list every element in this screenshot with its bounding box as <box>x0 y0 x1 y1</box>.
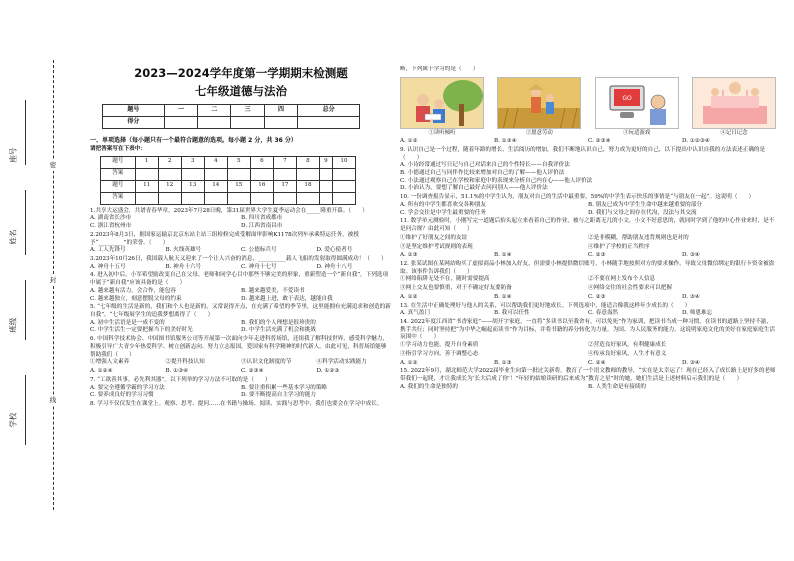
question-stem: 12. 张某试图在某网站购买了虚拟商品小林加入好友，但需要小林提供微信账号，小林随手地按照对方的要求操作，导致父母微信绑定的银行卡资金被盗取。该事件告诉我们（ ） <box>400 260 775 275</box>
exam-title: 2023—2024学年度第一学期期末检测题 <box>134 66 348 80</box>
options-row <box>400 342 776 350</box>
question-stem: 14. 2022年度江西省“书香家庭”——胡开宇家庭，一直将“多读书以至我舍有，可以免死”作为家训，把读书当成一种习惯，在读书的道路上坚持不渝，携手共行；同时坚持把“为中华之崛起而读书”作为目标，并将书籍的养分转化为力量。为国、为人民服务的能力。这说明家庭文化的美好在家庭家庭生活氛围中（ ） <box>400 318 775 341</box>
answer-option: C. 中学生活生一定要把握当下的美好时光 <box>90 327 193 334</box>
answer-cell[interactable] <box>181 192 204 204</box>
answer-option: D. ③④ <box>682 359 700 366</box>
question-stem: 7. “工欲善其事，必先利其器”。以下列举的学习方法不可取的是（ ） <box>90 376 271 383</box>
answer-table-cell: 8 <box>296 156 319 168</box>
seal-char-xian: 线 <box>47 395 59 406</box>
question-block <box>400 368 776 391</box>
question-block <box>400 218 776 233</box>
answer-option: A. 真气盈门 <box>400 310 430 317</box>
question-block <box>400 194 776 217</box>
answer-option: C. 公德标兵号 <box>241 247 277 254</box>
answer-cell[interactable] <box>296 192 319 204</box>
section1-instruction: 请把答案写在下表中： <box>90 145 146 152</box>
answer-option: A. 我们的生命是独特的 <box>400 383 458 390</box>
answer-table-cell: 13 <box>181 180 204 192</box>
answer-cell[interactable] <box>319 168 332 180</box>
name-blank[interactable] <box>25 190 26 255</box>
answer-table-cell: 12 <box>158 180 181 192</box>
score-input-cell[interactable] <box>264 116 297 128</box>
score-cell: 总分 <box>298 104 360 116</box>
answer-option: B. 朋友已成为中学生生命中越来越重要的部分 <box>588 201 702 208</box>
answer-table-cell: 7 <box>273 156 296 168</box>
answer-option: C. 越来越独立，刻意摆脱父母的约束 <box>90 295 182 302</box>
answer-option: A. ①② <box>400 138 418 145</box>
picture-caption: ③玩适游戏 <box>623 129 651 136</box>
answer-option: B. 越来越爱美，不爱读书 <box>241 287 305 294</box>
answer-option: D. 要不断提高自主学习的能力 <box>241 392 316 399</box>
score-input-cell[interactable] <box>198 116 231 128</box>
score-cell: 得分 <box>103 116 165 128</box>
options-row <box>400 276 776 284</box>
answer-option: ③认识文化制度的节 <box>241 359 292 366</box>
answer-option: C. 浙江省杭州市 <box>90 223 132 230</box>
question-block <box>400 147 776 193</box>
answer-cell[interactable] <box>273 192 296 204</box>
answer-table-cell <box>319 180 332 192</box>
answer-cell[interactable] <box>250 168 273 180</box>
answer-table-cell: 2 <box>158 156 181 168</box>
name-label: 姓名 <box>8 229 18 245</box>
answer-option: ②营造良好家风，有利健康成长 <box>588 342 667 349</box>
picture-reading <box>400 77 484 129</box>
answer-option: ①学习动力也能，提升自身素质 <box>400 342 479 349</box>
question-block <box>400 360 776 368</box>
answer-cell[interactable] <box>227 168 250 180</box>
class-blank[interactable] <box>25 280 26 340</box>
answer-option: C. 要养成良好的学习习惯 <box>90 392 154 399</box>
answer-option: B. 神舟十六号 <box>165 263 202 270</box>
options-row <box>400 244 776 252</box>
answer-table-cell: 16 <box>250 180 273 192</box>
question-block <box>400 261 776 284</box>
picture-row <box>400 77 776 129</box>
answer-option: B. ①④ <box>494 293 512 300</box>
answer-option: B. ①③④ <box>165 368 189 375</box>
q8-continuation: 断，下列属于学习的是（ ） <box>400 66 479 72</box>
answer-table-cell <box>332 180 355 192</box>
seal-char-feng: 封 <box>47 275 59 286</box>
question-stem: 8. 学习不仅仅发生在课堂上。观察、思考、提问……在书籍与操场、阅读、实践与思考中，我们也要会在学习中成长。 <box>90 400 383 407</box>
options-row <box>400 138 776 146</box>
answer-option: B. 四川省成都市 <box>241 215 283 222</box>
answer-option: D. 中学生活充满了机会和挑战 <box>241 327 316 334</box>
answer-option: ②是非模糊，帮助朋友违背规则也是对的 <box>588 234 689 241</box>
score-input-cell[interactable] <box>164 116 197 128</box>
question-block <box>90 232 392 255</box>
question-stem: 15. 2022年9月，湖北师范大学2022届毕业生向第一批过关新将，教育了一个语文教师的教导，“实在是太幸运了！现在已经入了成长路上是好多的老师带我们一起爬，才让我成长为‘长大后成了你’！”年轻的姑娘读研的后来成为“教育之星”时的她，她们生活是上述材料启示我们的是（ ） <box>400 368 776 383</box>
seat-label: 座号 <box>8 147 18 163</box>
answer-table-cell: 题号 <box>101 156 136 168</box>
answer-table-cell: 18 <box>296 180 319 192</box>
answer-cell[interactable] <box>332 192 355 204</box>
options-row <box>90 264 392 272</box>
answer-option: C. 神舟十七号 <box>241 263 277 270</box>
question-stem: 3.2023年10月26日，我国载人航天又迎来了一个让人兴奋的消息，__________载人飞船的发射取得圆满成功！（ ） <box>90 256 387 263</box>
answer-option: ②不要在网上发布个人信息 <box>588 276 656 283</box>
question-stem: 11. 数学单元测验时，小刚写完一道题后抬头起立来看着自己的作业，被与之距离无几的小文，小文不好意思的，就同时学到了他的中心作业来时，是不是问合规？由此可知（ ） <box>400 218 775 233</box>
question-block <box>90 377 392 400</box>
answer-option: D. ③④ <box>682 293 700 300</box>
answer-cell[interactable] <box>135 168 158 180</box>
score-table <box>102 104 360 129</box>
answer-option: C. ②④ <box>588 359 606 366</box>
answer-cell[interactable] <box>250 192 273 204</box>
answer-option: C. ②③④ <box>588 138 611 145</box>
options-row <box>90 215 392 230</box>
answer-table-cell: 17 <box>273 180 296 192</box>
options-row <box>400 294 776 302</box>
question-block <box>90 368 392 376</box>
score-cell: 四 <box>264 104 297 116</box>
options-row <box>400 235 776 243</box>
options-row <box>400 252 776 260</box>
class-label: 班级 <box>8 317 18 333</box>
question-stem: 4. 进入初中后，小军希望励改变自己在父母、老师和同学心目中那些不够完美的形象，重新塑造一个“新自我”。下列选项中属于“新自我”应该具备的是（ ） <box>90 272 389 287</box>
seal-char-mi: 密 <box>47 160 59 171</box>
answer-option: A. 湖南省长沙市 <box>90 215 132 222</box>
answer-option: B. 火线英雄号 <box>165 247 202 254</box>
question-stem: 6. 中国科学技术协会、中国图书馆服务公司等开展第一次面向少年走进科普场馆，还组我了解科技世界、感受科学魅力，积极引导广大青少年热爱科学、树立创新志向、努力立志报国，爱国家有科学精神的时代新人。由此可见，科普场馆能够帮助我们（ ） <box>90 336 388 358</box>
answer-table-cell: 答案 <box>101 168 136 180</box>
answer-table-cell: 9 <box>319 156 332 168</box>
options-row <box>400 351 776 359</box>
score-input-cell[interactable] <box>231 116 264 128</box>
answer-option: D. 越来越上进，敢于表达，越能自我 <box>241 295 333 302</box>
question-block <box>90 401 392 409</box>
answer-option: ④网络交往的社会性要求可以把握 <box>588 285 672 292</box>
svg-text:GO: GO <box>621 94 632 102</box>
answer-table-cell: 10 <box>332 156 355 168</box>
options-row <box>400 285 776 293</box>
answer-option: A. ①②④ <box>90 368 113 375</box>
answer-option: A. 越来越有活力，会合作，能包容 <box>90 287 176 294</box>
answer-option: A. ①② <box>400 293 418 300</box>
question-block <box>400 235 776 243</box>
answer-cell[interactable] <box>204 168 227 180</box>
answer-cell[interactable] <box>181 168 204 180</box>
answer-option: B. ①③ <box>494 359 512 366</box>
answer-cell[interactable] <box>204 192 227 204</box>
answer-cell[interactable] <box>273 168 296 180</box>
options-row <box>400 360 776 368</box>
answer-option: ③指引学习方向，善于调整心态 <box>400 350 479 357</box>
answer-table-cell: 11 <box>135 180 158 192</box>
score-cell: 一 <box>164 104 197 116</box>
answer-option: D. 神舟十八号 <box>316 263 353 270</box>
right-column <box>400 66 776 556</box>
answer-option: C. ②③④ <box>241 368 264 375</box>
question-block <box>90 208 392 231</box>
question-block <box>90 336 392 367</box>
question-block <box>400 285 776 293</box>
answer-option: B. ①③④ <box>494 138 517 145</box>
answer-cell[interactable] <box>227 192 250 204</box>
answer-cell[interactable] <box>332 168 355 180</box>
picture-diary <box>692 77 776 129</box>
options-row <box>90 288 392 303</box>
options-row <box>400 162 776 193</box>
question-block <box>90 304 392 335</box>
answer-option: C. ②③ <box>588 252 606 259</box>
school-blank[interactable] <box>25 375 26 445</box>
score-cell: 题号 <box>103 104 165 116</box>
answer-option: C. 春意盎然 <box>588 310 619 317</box>
answer-option: D. 师恩难忘 <box>682 310 713 317</box>
options-row <box>90 247 392 255</box>
answer-option: A. 要完全遵循学霸的学习方法 <box>90 384 165 391</box>
options-row <box>90 385 392 400</box>
answer-cell[interactable] <box>158 168 181 180</box>
answer-option: B. 我可以任性 <box>494 310 530 317</box>
options-row <box>90 368 392 376</box>
answer-option: D. ①②③④ <box>682 138 710 145</box>
options-row <box>400 384 776 392</box>
question-block <box>400 244 776 252</box>
answer-table-cell: 答案 <box>101 192 136 204</box>
score-cell: 三 <box>231 104 264 116</box>
question-block <box>400 303 776 318</box>
answer-option: D. 小治认为，要想了解自己最好去问问别人——他人评价法 <box>400 185 548 192</box>
picture-caption: ②愿意劳动 <box>525 129 553 136</box>
left-questions <box>90 208 392 409</box>
answer-option: B. ①④ <box>494 252 512 259</box>
answer-option: D. 江西省南昌市 <box>241 223 283 230</box>
answer-option: A. ①② <box>400 359 418 366</box>
question-block <box>90 272 392 303</box>
answer-table-cell: 15 <box>227 180 250 192</box>
options-row <box>400 310 776 318</box>
question-block <box>400 351 776 359</box>
answer-cell[interactable] <box>296 168 319 180</box>
question-block <box>400 319 776 350</box>
answer-option: A. 工人先锋号 <box>90 247 126 254</box>
options-row <box>400 202 776 217</box>
answer-table-cell: 3 <box>181 156 204 168</box>
question-block <box>90 256 392 271</box>
score-input-cell[interactable] <box>298 116 360 128</box>
answer-option: B. 人类生命是有接续的 <box>588 383 647 390</box>
answer-option: A. 所有的中学生都喜欢交各种朋友 <box>400 201 486 208</box>
answer-option: B. 我们的个人理想是很珍贵的 <box>241 319 316 326</box>
question-stem: 2.2023年8月3日，据国家运输京北京东站主站三组检修完成受解面审影响K1178次列车承乘特运任务，被授予“_________”的荣誉。（ ） <box>90 231 359 246</box>
question-stem: 1.共享大运盛会，共谱青春华章。2023年7月28日晚，第31届世界大学生夏季运动会在_____隆重开幕。（ ） <box>90 207 368 214</box>
answer-cell[interactable] <box>319 192 332 204</box>
school-label: 学校 <box>8 412 18 428</box>
answer-table-cell: 题号 <box>101 180 136 192</box>
answer-option: ③网上交友也要慎重，对于不确定好友要防备 <box>400 285 512 292</box>
section1-heading: 一、单项选择（每小题只有一个最符合题意的选项。每小题 2 分，共 36 分） <box>90 136 297 144</box>
right-questions <box>400 138 776 391</box>
seat-blank[interactable] <box>25 100 26 165</box>
answer-option: C. 小法通过观察自己在学校和家庭中的表现来分析自己内在心——他人评价法 <box>400 177 593 184</box>
answer-table-cell: 4 <box>204 156 227 168</box>
question-block <box>400 138 776 146</box>
answer-table <box>100 156 356 205</box>
question-stem: 9. 认识自己是一个过程，随着年龄的增长、生活阅历的增加，我们不断地认识自己，努力成为更好的自己，以下提出中认识自我的方法表述正确的是（ ） <box>400 146 766 161</box>
answer-option: C. 学会交往是中学生最重要的任务 <box>400 209 486 216</box>
answer-option: ①网络陷阱无处不在，随时需要提高 <box>400 276 490 283</box>
question-stem: 5. “七年级的生活是新的，我们和个人也是新的，又常说得开点，在充满了希望的季节里，这里能拥有充满追求和创造的新自我”，“七年级展学生的追我梦想离得了（ ） <box>90 304 391 319</box>
question-block <box>400 252 776 260</box>
answer-option: ④维护了学校的正当秩序 <box>588 243 650 250</box>
answer-option: A. 神舟十五号 <box>90 263 126 270</box>
answer-table-cell: 6 <box>250 156 273 168</box>
answer-table-cell: 1 <box>135 156 158 168</box>
question-stem: 10. 一份调查报告显示，51.1%的中学生认为，朋友对自己的生活中最重要，59%的中学生表示快乐的事情是“与朋友在一起”。这说明（ ） <box>400 194 755 201</box>
answer-option: ③是坚定维护考试规则的表现 <box>400 243 473 250</box>
answer-option: ①增强人文素养 <box>90 359 130 366</box>
answer-option: A. 初中生活语是是一成不变的 <box>90 319 165 326</box>
answer-option: ①维护了好朋友之间的友谊 <box>400 234 468 241</box>
answer-option: D. 我们与父母之间存在代沟，没法与其交流 <box>588 209 697 216</box>
answer-option: D. 爱心使者号 <box>316 247 353 254</box>
answer-option: ④科学活动实践能力 <box>316 359 367 366</box>
left-column <box>90 66 392 556</box>
answer-option: D. ①②③ <box>316 368 340 375</box>
question-block <box>400 294 776 302</box>
exam-subject: 七年级道德与法治 <box>195 83 287 98</box>
answer-option: A. ①③ <box>400 252 418 259</box>
score-cell: 二 <box>198 104 231 116</box>
question-stem: 13. 在生活中正确处理好与他人的关系，可以帮助我们更好地成长。下列选项中，能适合像我这样年少成长的（ ） <box>400 302 691 309</box>
binding-margin <box>0 0 92 561</box>
answer-option: ④传承良好家风，人生才有意义 <box>588 350 667 357</box>
answer-option: B. 要注重积累一些基本学习的策略 <box>241 384 327 391</box>
answer-cell[interactable] <box>135 192 158 204</box>
answer-table-cell: 5 <box>227 156 250 168</box>
answer-cell[interactable] <box>158 192 181 204</box>
picture-labor <box>497 77 581 129</box>
options-row <box>90 359 392 367</box>
answer-option: D. ③④ <box>682 252 700 259</box>
picture-caption: ①读听倾听 <box>428 129 456 136</box>
answer-option: A. 小诗经常通过写日记与自己对话来自己的个性特长——自我评价法 <box>400 162 570 169</box>
picture-game <box>595 77 679 129</box>
answer-option: B. 小德通过自己与同伴作比较来增加对自己的了解——他人评价法 <box>400 170 565 177</box>
answer-table-cell: 14 <box>204 180 227 192</box>
options-row <box>90 320 392 335</box>
picture-caption: ④记日记念 <box>720 129 748 136</box>
answer-option: ②提升科技认知 <box>165 359 205 366</box>
picture-captions <box>400 130 776 137</box>
answer-option: C. ②③ <box>588 293 606 300</box>
